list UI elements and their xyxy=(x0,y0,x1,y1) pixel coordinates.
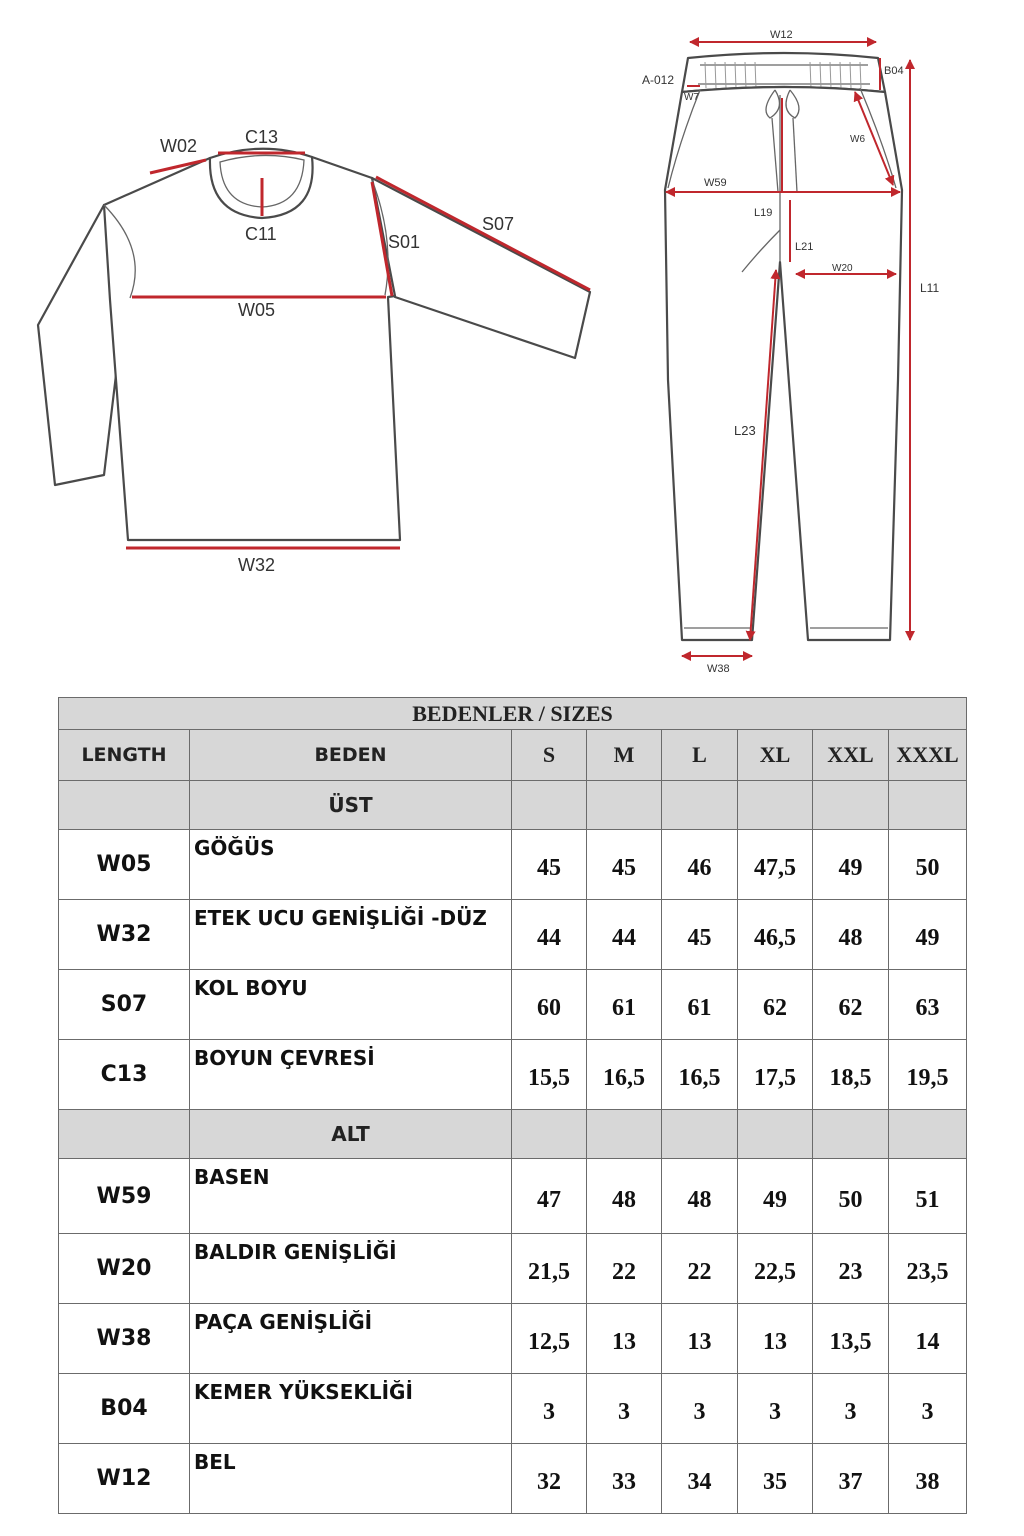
size-value-xxl: 13,5 xyxy=(813,1304,889,1374)
section-row xyxy=(59,781,967,830)
size-value-xxxl: 49 xyxy=(889,900,967,970)
measurement-name: BASEN xyxy=(190,1159,512,1234)
size-value-xl: 46,5 xyxy=(738,900,813,970)
header-size-l: L xyxy=(662,730,738,781)
section-empty-cell xyxy=(587,781,662,830)
measurement-name: KOL BOYU xyxy=(190,970,512,1040)
header-size-xxl: XXL xyxy=(813,730,889,781)
measurement-code: W05 xyxy=(59,830,190,900)
size-value-l: 46 xyxy=(662,830,738,900)
table-body xyxy=(59,781,967,1514)
size-value-xl: 22,5 xyxy=(738,1234,813,1304)
section-empty-cell xyxy=(587,1110,662,1159)
measurement-name: PAÇA GENİŞLİĞİ xyxy=(190,1304,512,1374)
size-value-s: 12,5 xyxy=(512,1304,587,1374)
size-value-m: 45 xyxy=(587,830,662,900)
garment-diagrams xyxy=(0,0,1024,690)
size-value-xxl: 18,5 xyxy=(813,1040,889,1110)
table-title: BEDENLER / SIZES xyxy=(59,698,967,730)
table-row xyxy=(59,900,967,970)
measurement-name: BEL xyxy=(190,1444,512,1514)
size-value-xxl: 50 xyxy=(813,1159,889,1234)
section-empty-cell xyxy=(512,781,587,830)
size-value-s: 21,5 xyxy=(512,1234,587,1304)
size-value-xxxl: 23,5 xyxy=(889,1234,967,1304)
measurement-name: KEMER YÜKSEKLİĞİ xyxy=(190,1374,512,1444)
size-value-l: 34 xyxy=(662,1444,738,1514)
size-value-xl: 62 xyxy=(738,970,813,1040)
size-value-xxl: 62 xyxy=(813,970,889,1040)
label-l21: L21 xyxy=(795,241,814,253)
size-value-xl: 17,5 xyxy=(738,1040,813,1110)
size-value-m: 33 xyxy=(587,1444,662,1514)
measurement-code: W38 xyxy=(59,1304,190,1374)
measurement-code: W59 xyxy=(59,1159,190,1234)
size-value-m: 22 xyxy=(587,1234,662,1304)
header-size-m: M xyxy=(587,730,662,781)
size-value-xxxl: 63 xyxy=(889,970,967,1040)
size-value-s: 60 xyxy=(512,970,587,1040)
section-empty-cell xyxy=(662,781,738,830)
label-w32: W32 xyxy=(238,555,276,575)
bottom-garment-diagram xyxy=(642,29,939,675)
table-row xyxy=(59,1159,967,1234)
section-empty-cell xyxy=(738,1110,813,1159)
section-empty-cell xyxy=(59,781,190,830)
measurement-code: S07 xyxy=(59,970,190,1040)
label-w20: W20 xyxy=(832,263,853,274)
section-empty-cell xyxy=(889,781,967,830)
measurement-name: ETEK UCU GENİŞLİĞİ -DÜZ xyxy=(190,900,512,970)
measurement-code: W20 xyxy=(59,1234,190,1304)
size-value-l: 48 xyxy=(662,1159,738,1234)
size-value-s: 32 xyxy=(512,1444,587,1514)
size-value-xxl: 48 xyxy=(813,900,889,970)
size-value-xl: 47,5 xyxy=(738,830,813,900)
size-value-m: 16,5 xyxy=(587,1040,662,1110)
size-value-xxxl: 51 xyxy=(889,1159,967,1234)
measurement-code: W12 xyxy=(59,1444,190,1514)
measurement-name: BALDIR GENİŞLİĞİ xyxy=(190,1234,512,1304)
size-value-s: 3 xyxy=(512,1374,587,1444)
header-beden: BEDEN xyxy=(190,730,512,781)
size-value-s: 15,5 xyxy=(512,1040,587,1110)
table-row xyxy=(59,1304,967,1374)
size-value-l: 61 xyxy=(662,970,738,1040)
measurement-code: B04 xyxy=(59,1374,190,1444)
table-row xyxy=(59,1374,967,1444)
size-value-xxxl: 3 xyxy=(889,1374,967,1444)
label-w05: W05 xyxy=(238,300,276,320)
size-value-xxxl: 19,5 xyxy=(889,1040,967,1110)
top-garment-diagram xyxy=(38,127,590,575)
label-s07: S07 xyxy=(482,214,515,234)
size-value-s: 45 xyxy=(512,830,587,900)
label-a012: A-012 xyxy=(642,73,675,87)
label-s01: S01 xyxy=(388,232,421,252)
size-value-l: 45 xyxy=(662,900,738,970)
label-w59: W59 xyxy=(704,177,727,189)
label-w12: W12 xyxy=(770,29,793,41)
size-chart-table xyxy=(58,697,967,1514)
label-w02: W02 xyxy=(160,136,198,156)
size-value-s: 47 xyxy=(512,1159,587,1234)
size-value-xl: 49 xyxy=(738,1159,813,1234)
section-empty-cell xyxy=(813,781,889,830)
size-value-xxxl: 50 xyxy=(889,830,967,900)
section-empty-cell xyxy=(662,1110,738,1159)
header-length: LENGTH xyxy=(59,730,190,781)
size-value-m: 44 xyxy=(587,900,662,970)
measurement-name: BOYUN ÇEVRESİ xyxy=(190,1040,512,1110)
size-value-xxl: 23 xyxy=(813,1234,889,1304)
section-label: ALT xyxy=(190,1110,512,1159)
size-value-xxxl: 14 xyxy=(889,1304,967,1374)
size-value-l: 13 xyxy=(662,1304,738,1374)
size-value-m: 13 xyxy=(587,1304,662,1374)
section-empty-cell xyxy=(59,1110,190,1159)
label-w38: W38 xyxy=(707,663,730,675)
section-label: ÜST xyxy=(190,781,512,830)
header-size-s: S xyxy=(512,730,587,781)
size-value-m: 3 xyxy=(587,1374,662,1444)
size-value-l: 22 xyxy=(662,1234,738,1304)
label-c13: C13 xyxy=(245,127,279,147)
label-w7: W7 xyxy=(684,92,699,103)
size-value-m: 61 xyxy=(587,970,662,1040)
table-row xyxy=(59,1040,967,1110)
section-empty-cell xyxy=(889,1110,967,1159)
size-value-l: 16,5 xyxy=(662,1040,738,1110)
label-w6: W6 xyxy=(850,134,865,145)
label-b04: B04 xyxy=(884,65,904,77)
label-l11: L11 xyxy=(920,281,940,295)
label-c11: C11 xyxy=(245,224,277,244)
header-size-xl: XL xyxy=(738,730,813,781)
table-row xyxy=(59,830,967,900)
section-empty-cell xyxy=(512,1110,587,1159)
section-empty-cell xyxy=(813,1110,889,1159)
size-value-xxxl: 38 xyxy=(889,1444,967,1514)
section-empty-cell xyxy=(738,781,813,830)
size-value-xxl: 3 xyxy=(813,1374,889,1444)
table-row xyxy=(59,970,967,1040)
size-value-m: 48 xyxy=(587,1159,662,1234)
size-value-s: 44 xyxy=(512,900,587,970)
size-value-l: 3 xyxy=(662,1374,738,1444)
size-value-xl: 13 xyxy=(738,1304,813,1374)
size-value-xxl: 37 xyxy=(813,1444,889,1514)
header-size-xxxl: XXXL xyxy=(889,730,967,781)
size-value-xxl: 49 xyxy=(813,830,889,900)
measurement-code: W32 xyxy=(59,900,190,970)
table-row xyxy=(59,1234,967,1304)
table-header-row xyxy=(59,730,967,781)
label-l23: L23 xyxy=(734,423,756,438)
measurement-name: GÖĞÜS xyxy=(190,830,512,900)
measurement-code: C13 xyxy=(59,1040,190,1110)
size-value-xl: 35 xyxy=(738,1444,813,1514)
label-l19: L19 xyxy=(754,207,773,219)
size-value-xl: 3 xyxy=(738,1374,813,1444)
section-row xyxy=(59,1110,967,1159)
table-row xyxy=(59,1444,967,1514)
